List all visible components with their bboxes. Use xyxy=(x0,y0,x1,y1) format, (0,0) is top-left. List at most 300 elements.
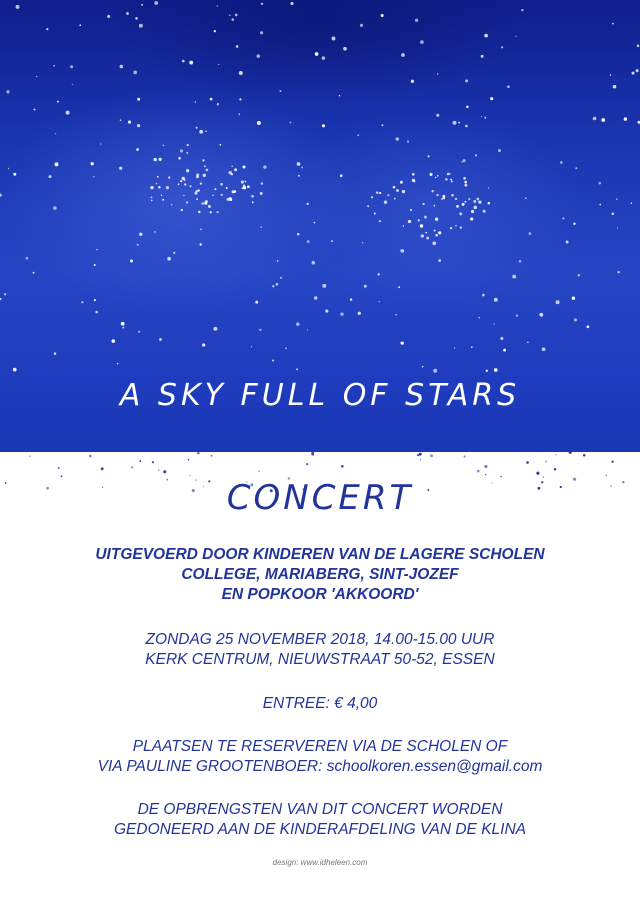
star-dot xyxy=(196,190,198,192)
star-dot xyxy=(325,310,328,313)
star-dot xyxy=(239,114,240,115)
star-dot xyxy=(381,14,384,17)
star-dot xyxy=(101,467,104,470)
star-dot xyxy=(139,233,142,236)
star-dot xyxy=(206,169,209,172)
star-dot xyxy=(465,125,468,128)
star-dot xyxy=(382,124,384,126)
star-dot xyxy=(159,338,162,341)
star-dot xyxy=(403,250,405,252)
star-dot xyxy=(403,225,405,227)
star-dot xyxy=(422,366,424,368)
star-dot xyxy=(572,297,575,300)
star-dot xyxy=(196,127,198,129)
star-dot xyxy=(33,272,35,274)
star-dot xyxy=(263,165,266,168)
star-dot xyxy=(212,194,214,196)
star-dot xyxy=(636,69,639,72)
star-dot xyxy=(112,339,116,343)
star-dot xyxy=(421,234,424,237)
star-dot xyxy=(434,229,436,231)
star-dot xyxy=(199,130,203,134)
star-dot xyxy=(462,203,465,206)
star-dot xyxy=(476,198,479,201)
concert-title: CONCERT xyxy=(226,478,414,518)
star-dot xyxy=(314,222,316,224)
star-dot xyxy=(216,5,217,6)
star-dot xyxy=(260,226,262,228)
star-dot xyxy=(464,181,467,184)
star-dot xyxy=(536,472,539,475)
star-dot xyxy=(488,187,489,188)
star-dot xyxy=(450,227,452,229)
star-dot xyxy=(131,466,133,468)
star-dot xyxy=(159,158,162,161)
star-dot xyxy=(196,174,199,177)
reservation-block xyxy=(0,737,640,777)
star-dot xyxy=(290,2,293,5)
star-dot xyxy=(122,327,124,329)
star-dot xyxy=(384,201,387,204)
star-dot xyxy=(26,257,29,260)
star-dot xyxy=(196,198,198,200)
star-dot xyxy=(339,95,341,97)
star-dot xyxy=(201,202,204,205)
star-dot xyxy=(260,31,263,34)
star-dot xyxy=(220,183,223,186)
star-dot xyxy=(396,189,399,192)
star-dot xyxy=(464,184,467,187)
star-dot xyxy=(407,141,409,143)
star-dot xyxy=(393,186,396,189)
star-dot xyxy=(183,195,184,196)
star-dot xyxy=(566,241,569,244)
star-dot xyxy=(235,14,238,17)
star-dot xyxy=(367,205,369,207)
star-dot xyxy=(482,294,485,297)
star-dot xyxy=(167,257,171,261)
star-dot xyxy=(362,242,363,243)
proceeds-block xyxy=(0,800,640,840)
star-dot xyxy=(542,347,546,351)
star-dot xyxy=(135,17,137,19)
star-dot xyxy=(562,217,564,219)
star-dot xyxy=(173,252,175,254)
event-date: ZONDAG 25 NOVEMBER 2018, 14.00-15.00 UUR xyxy=(145,631,495,648)
star-dot xyxy=(464,201,466,203)
star-dot xyxy=(276,283,279,286)
star-dot xyxy=(612,461,614,463)
star-dot xyxy=(154,1,158,5)
star-dot xyxy=(231,165,233,167)
star-dot xyxy=(168,176,170,178)
star-dot xyxy=(462,161,463,162)
star-dot xyxy=(583,454,586,457)
star-dot xyxy=(53,206,57,210)
star-dot xyxy=(261,182,263,184)
star-dot xyxy=(436,194,438,196)
star-dot xyxy=(574,318,577,321)
star-dot xyxy=(474,206,478,210)
star-dot xyxy=(247,185,250,188)
star-dot xyxy=(186,169,189,172)
star-dot xyxy=(298,175,300,177)
star-dot xyxy=(314,296,317,299)
star-dot xyxy=(460,226,462,228)
star-dot xyxy=(599,182,601,184)
star-dot xyxy=(277,260,279,262)
star-dot xyxy=(501,46,503,48)
star-dot xyxy=(242,187,244,189)
star-dot xyxy=(0,193,2,196)
star-dot xyxy=(484,117,486,119)
star-dot xyxy=(400,181,403,184)
star-dot xyxy=(55,162,59,166)
star-dot xyxy=(158,469,159,470)
star-dot xyxy=(210,98,213,101)
star-dot xyxy=(512,275,516,279)
star-dot xyxy=(503,349,506,352)
star-dot xyxy=(94,264,96,266)
event-venue: KERK CENTRUM, NIEUWSTRAAT 50-52, ESSEN xyxy=(145,651,495,668)
star-dot xyxy=(450,179,452,181)
star-dot xyxy=(204,165,206,167)
star-dot xyxy=(455,198,457,200)
star-dot xyxy=(197,452,200,454)
star-dot xyxy=(231,18,234,21)
star-dot xyxy=(58,467,60,469)
star-dot xyxy=(379,192,381,194)
star-dot xyxy=(236,45,239,48)
star-dot xyxy=(54,352,57,355)
star-dot xyxy=(500,337,503,340)
star-dot xyxy=(61,475,63,477)
star-dot xyxy=(221,194,223,196)
star-dot xyxy=(190,185,192,187)
star-dot xyxy=(29,456,30,457)
star-dot xyxy=(433,205,435,207)
star-dot xyxy=(483,210,486,213)
star-dot xyxy=(468,198,470,200)
proceeds-line-2: GEDONEERD AAN DE KINDERAFDELING VAN DE KLINA xyxy=(114,821,526,838)
star-dot xyxy=(202,159,204,161)
performers-block xyxy=(0,545,640,605)
star-dot xyxy=(272,285,274,287)
star-dot xyxy=(34,109,36,111)
star-dot xyxy=(200,229,202,231)
star-dot xyxy=(418,219,420,221)
star-dot xyxy=(156,183,158,185)
star-dot xyxy=(488,202,491,205)
star-dot xyxy=(343,47,347,51)
star-dot xyxy=(182,60,185,63)
star-dot xyxy=(401,341,404,344)
star-dot xyxy=(516,315,518,317)
star-dot xyxy=(55,133,56,134)
star-dot xyxy=(519,260,521,262)
star-dot xyxy=(410,209,412,211)
star-dot xyxy=(456,205,459,208)
star-dot xyxy=(424,216,427,219)
star-dot xyxy=(618,271,620,273)
star-dot xyxy=(587,325,590,328)
star-dot xyxy=(227,198,230,201)
star-dot xyxy=(57,101,59,103)
star-dot xyxy=(229,14,231,16)
star-dot xyxy=(243,166,246,169)
star-dot xyxy=(285,348,287,350)
star-dot xyxy=(478,200,481,203)
star-dot xyxy=(120,120,121,121)
star-dot xyxy=(525,197,527,199)
star-dot xyxy=(137,244,139,246)
star-dot xyxy=(411,80,414,83)
star-dot xyxy=(578,274,580,276)
star-dot xyxy=(420,459,421,460)
star-dot xyxy=(624,117,627,120)
star-dot xyxy=(527,342,528,343)
star-dot xyxy=(239,71,243,75)
star-dot xyxy=(556,454,557,455)
star-dot xyxy=(190,475,191,476)
star-dot xyxy=(154,231,156,233)
star-dot xyxy=(219,144,221,146)
star-dot xyxy=(437,175,439,177)
star-dot xyxy=(234,168,237,171)
star-dot xyxy=(96,249,97,250)
star-dot xyxy=(526,461,529,464)
star-dot xyxy=(217,211,219,213)
star-dot xyxy=(200,182,202,184)
star-dot xyxy=(322,284,326,288)
star-dot xyxy=(258,470,260,472)
star-dot xyxy=(204,202,207,205)
star-dot xyxy=(94,299,96,301)
star-dot xyxy=(358,312,361,315)
star-dot xyxy=(637,45,640,48)
star-dot xyxy=(485,474,486,475)
star-dot xyxy=(251,195,254,198)
star-dot xyxy=(189,61,193,65)
star-dot xyxy=(494,298,498,302)
star-dot xyxy=(463,177,466,180)
star-dot xyxy=(210,211,212,213)
star-dot xyxy=(322,56,325,59)
star-dot xyxy=(259,329,261,331)
star-dot xyxy=(374,213,376,215)
star-dot xyxy=(53,65,54,66)
star-dot xyxy=(178,183,180,185)
star-dot xyxy=(490,97,493,100)
star-dot xyxy=(479,317,480,318)
star-dot xyxy=(245,181,247,183)
star-dot xyxy=(387,194,389,196)
star-dot xyxy=(297,233,299,235)
star-dot xyxy=(441,198,443,200)
star-dot xyxy=(560,161,562,163)
star-dot xyxy=(205,130,207,132)
star-dot xyxy=(396,137,400,141)
star-dot xyxy=(465,79,468,82)
star-dot xyxy=(296,369,298,371)
star-dot xyxy=(616,199,617,200)
star-dot xyxy=(46,28,48,30)
star-dot xyxy=(49,175,52,178)
star-dot xyxy=(475,154,477,156)
star-dot xyxy=(180,149,183,152)
star-dot xyxy=(445,178,447,180)
star-dot xyxy=(162,199,164,201)
star-dot xyxy=(471,210,474,213)
star-dot xyxy=(151,196,153,198)
performers-line-2: COLLEGE, MARIABERG, SINT-JOZEF xyxy=(181,566,459,583)
star-dot xyxy=(280,90,282,92)
star-dot xyxy=(451,181,453,183)
reservation-line-1: PLAATSEN TE RESERVEREN VIA DE SCHOLEN OF xyxy=(132,738,508,755)
star-dot xyxy=(211,455,213,457)
reservation-line-2: VIA PAULINE GROOTENBOER: schoolkoren.essen@gmail.com xyxy=(97,758,543,775)
star-dot xyxy=(423,203,425,205)
star-dot xyxy=(163,145,165,147)
star-dot xyxy=(13,368,17,372)
star-dot xyxy=(218,64,219,65)
star-dot xyxy=(315,52,319,56)
star-dot xyxy=(100,143,101,144)
star-dot xyxy=(350,298,352,300)
star-dot xyxy=(6,90,9,93)
star-dot xyxy=(239,98,241,100)
star-dot xyxy=(141,4,143,6)
star-dot xyxy=(463,455,465,457)
star-dot xyxy=(401,53,405,57)
star-dot xyxy=(435,177,437,179)
star-dot xyxy=(408,220,411,223)
star-dot xyxy=(0,298,1,300)
star-dot xyxy=(312,261,316,265)
star-dot xyxy=(180,180,182,182)
star-dot xyxy=(322,124,325,127)
star-dot xyxy=(601,118,605,122)
star-dot xyxy=(529,232,532,235)
star-dot xyxy=(332,37,336,41)
star-dot xyxy=(187,144,189,146)
star-dot xyxy=(612,213,614,215)
star-dot xyxy=(435,218,438,221)
star-dot xyxy=(376,191,379,194)
entry-price-text: ENTREE: € 4,00 xyxy=(262,695,378,712)
star-dot xyxy=(128,121,131,124)
star-dot xyxy=(120,65,124,69)
star-dot xyxy=(459,212,462,215)
star-dot xyxy=(136,148,139,151)
star-dot xyxy=(484,465,487,468)
star-dot xyxy=(138,331,140,333)
star-dot xyxy=(8,168,9,169)
star-dot xyxy=(307,203,309,205)
star-dot xyxy=(182,177,185,180)
star-dot xyxy=(340,312,343,315)
star-dot xyxy=(161,195,162,196)
star-dot xyxy=(545,461,547,463)
star-dot xyxy=(454,347,455,348)
star-dot xyxy=(569,452,572,454)
star-dot xyxy=(203,174,206,177)
star-dot xyxy=(494,368,498,372)
star-dot xyxy=(593,117,597,121)
star-dot xyxy=(430,454,433,457)
star-dot xyxy=(395,314,397,316)
star-dot xyxy=(484,34,488,38)
star-dot xyxy=(394,198,396,200)
star-dot xyxy=(79,24,81,26)
star-dot xyxy=(364,285,367,288)
star-dot xyxy=(252,201,254,203)
star-dot xyxy=(466,105,469,108)
star-dot xyxy=(257,54,261,58)
star-dot xyxy=(631,72,634,75)
star-dot xyxy=(458,122,460,124)
star-dot xyxy=(139,24,143,28)
star-dot xyxy=(455,225,457,227)
star-dot xyxy=(217,103,219,105)
star-dot xyxy=(433,369,437,373)
star-dot xyxy=(214,30,216,32)
star-dot xyxy=(507,85,510,88)
star-dot xyxy=(233,190,236,193)
star-dot xyxy=(420,224,423,227)
star-dot xyxy=(290,122,292,124)
star-dot xyxy=(481,55,484,58)
star-dot xyxy=(617,227,618,228)
star-dot xyxy=(438,231,441,234)
star-dot xyxy=(126,12,129,15)
star-dot xyxy=(200,243,202,245)
star-dot xyxy=(184,183,186,185)
star-dot xyxy=(378,273,380,275)
star-dot xyxy=(163,470,166,473)
night-sky-painting xyxy=(0,0,640,452)
star-dot xyxy=(371,196,373,198)
star-dot xyxy=(554,468,556,470)
star-dot xyxy=(4,293,6,295)
star-dot xyxy=(16,5,20,9)
star-dot xyxy=(260,192,263,195)
star-dot xyxy=(426,237,429,240)
star-dot xyxy=(157,176,159,178)
star-dot xyxy=(241,180,244,183)
star-dot xyxy=(606,475,607,476)
design-credit: design: www.idheleen.com xyxy=(272,858,368,867)
star-dot xyxy=(121,322,125,326)
star-dot xyxy=(95,311,97,313)
entry-price xyxy=(0,694,640,714)
star-dot xyxy=(181,209,183,211)
star-dot xyxy=(432,241,436,245)
star-dot xyxy=(202,343,205,346)
star-dot xyxy=(89,455,92,458)
star-dot xyxy=(70,65,73,68)
star-dot xyxy=(447,173,450,176)
star-dot xyxy=(137,98,140,101)
star-dot xyxy=(556,300,560,304)
star-dot xyxy=(152,461,154,463)
star-dot xyxy=(412,173,415,176)
star-dot xyxy=(360,24,363,27)
star-dot xyxy=(198,211,201,214)
star-dot xyxy=(481,116,482,117)
star-dot xyxy=(486,370,488,372)
star-dot xyxy=(575,167,577,169)
